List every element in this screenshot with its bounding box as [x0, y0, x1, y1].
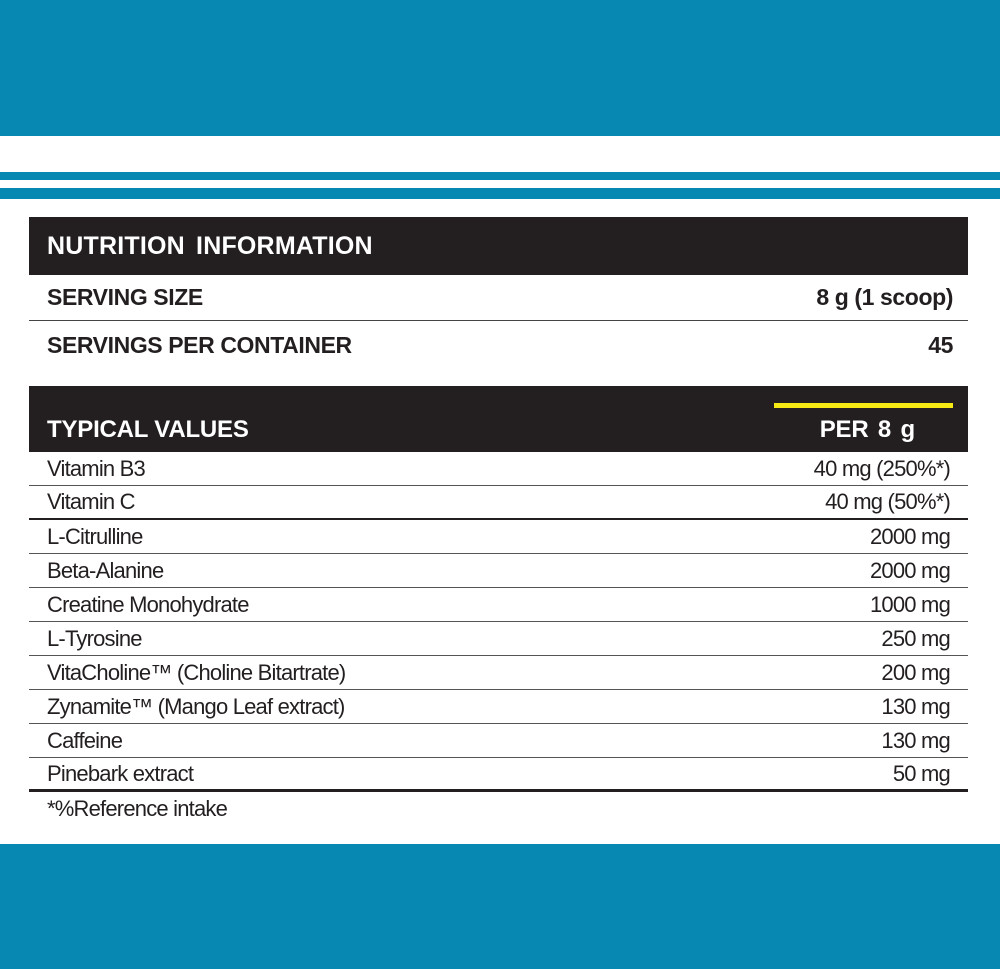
blue-stripe-upper — [0, 172, 1000, 180]
blue-stripe-lower — [0, 188, 1000, 199]
nutrient-name: Zynamite™ (Mango Leaf extract) — [47, 693, 345, 719]
typical-values-header — [29, 386, 968, 452]
servings-per-container-row — [29, 321, 968, 369]
accent-bar — [774, 403, 953, 408]
nutrient-name: Beta-Alanine — [47, 557, 164, 583]
nutrient-value: 130 mg — [881, 693, 950, 719]
nutrient-value: 40 mg (50%*) — [825, 489, 950, 514]
table-row — [29, 656, 968, 690]
nutrient-value: 2000 mg — [869, 557, 950, 583]
table-row — [29, 758, 968, 792]
nutrient-value: 50 mg — [892, 760, 950, 786]
serving-size-label: SERVING SIZE — [47, 284, 203, 310]
nutrient-name: Creatine Monohydrate — [47, 591, 249, 617]
nutrient-value: 130 mg — [881, 727, 950, 753]
reference-intake-footnote: *%Reference intake — [47, 796, 228, 821]
table-row — [29, 622, 968, 656]
nutrient-name: Pinebark extract — [47, 760, 194, 786]
table-row — [29, 486, 968, 520]
nutrient-name: Vitamin C — [47, 489, 135, 514]
nutrient-value: 2000 mg — [869, 523, 950, 549]
table-row — [29, 588, 968, 622]
nutrient-value: 40 mg (250%*) — [813, 455, 950, 481]
nutrient-table — [29, 452, 968, 792]
spacer — [29, 369, 968, 386]
serving-size-value: 8 g (1 scoop) — [816, 284, 953, 310]
nutrition-panel — [29, 217, 968, 792]
nutrient-name: L-Citrulline — [47, 523, 143, 549]
bottom-blue-band — [0, 844, 1000, 969]
nutrition-title: NUTRITION INFORMATION — [47, 231, 373, 260]
servings-per-container-value: 45 — [928, 331, 953, 358]
per-serving-label: PER 8 g — [819, 416, 915, 443]
typical-values-label: TYPICAL VALUES — [47, 416, 249, 443]
table-row — [29, 724, 968, 758]
nutrient-value: 1000 mg — [869, 591, 950, 617]
nutrient-value: 200 mg — [881, 659, 950, 685]
table-row — [29, 690, 968, 724]
nutrient-value: 250 mg — [881, 625, 950, 651]
nutrition-header — [29, 217, 968, 275]
nutrient-name: VitaCholine™ (Choline Bitartrate) — [47, 659, 346, 685]
nutrient-name: Vitamin B3 — [47, 455, 145, 481]
nutrient-name: Caffeine — [47, 727, 123, 753]
servings-per-container-label: SERVINGS PER CONTAINER — [47, 331, 352, 358]
top-blue-band — [0, 0, 1000, 136]
nutrient-name: L-Tyrosine — [47, 625, 142, 651]
table-row — [29, 520, 968, 554]
table-row — [29, 452, 968, 486]
table-row — [29, 554, 968, 588]
serving-size-row — [29, 275, 968, 321]
